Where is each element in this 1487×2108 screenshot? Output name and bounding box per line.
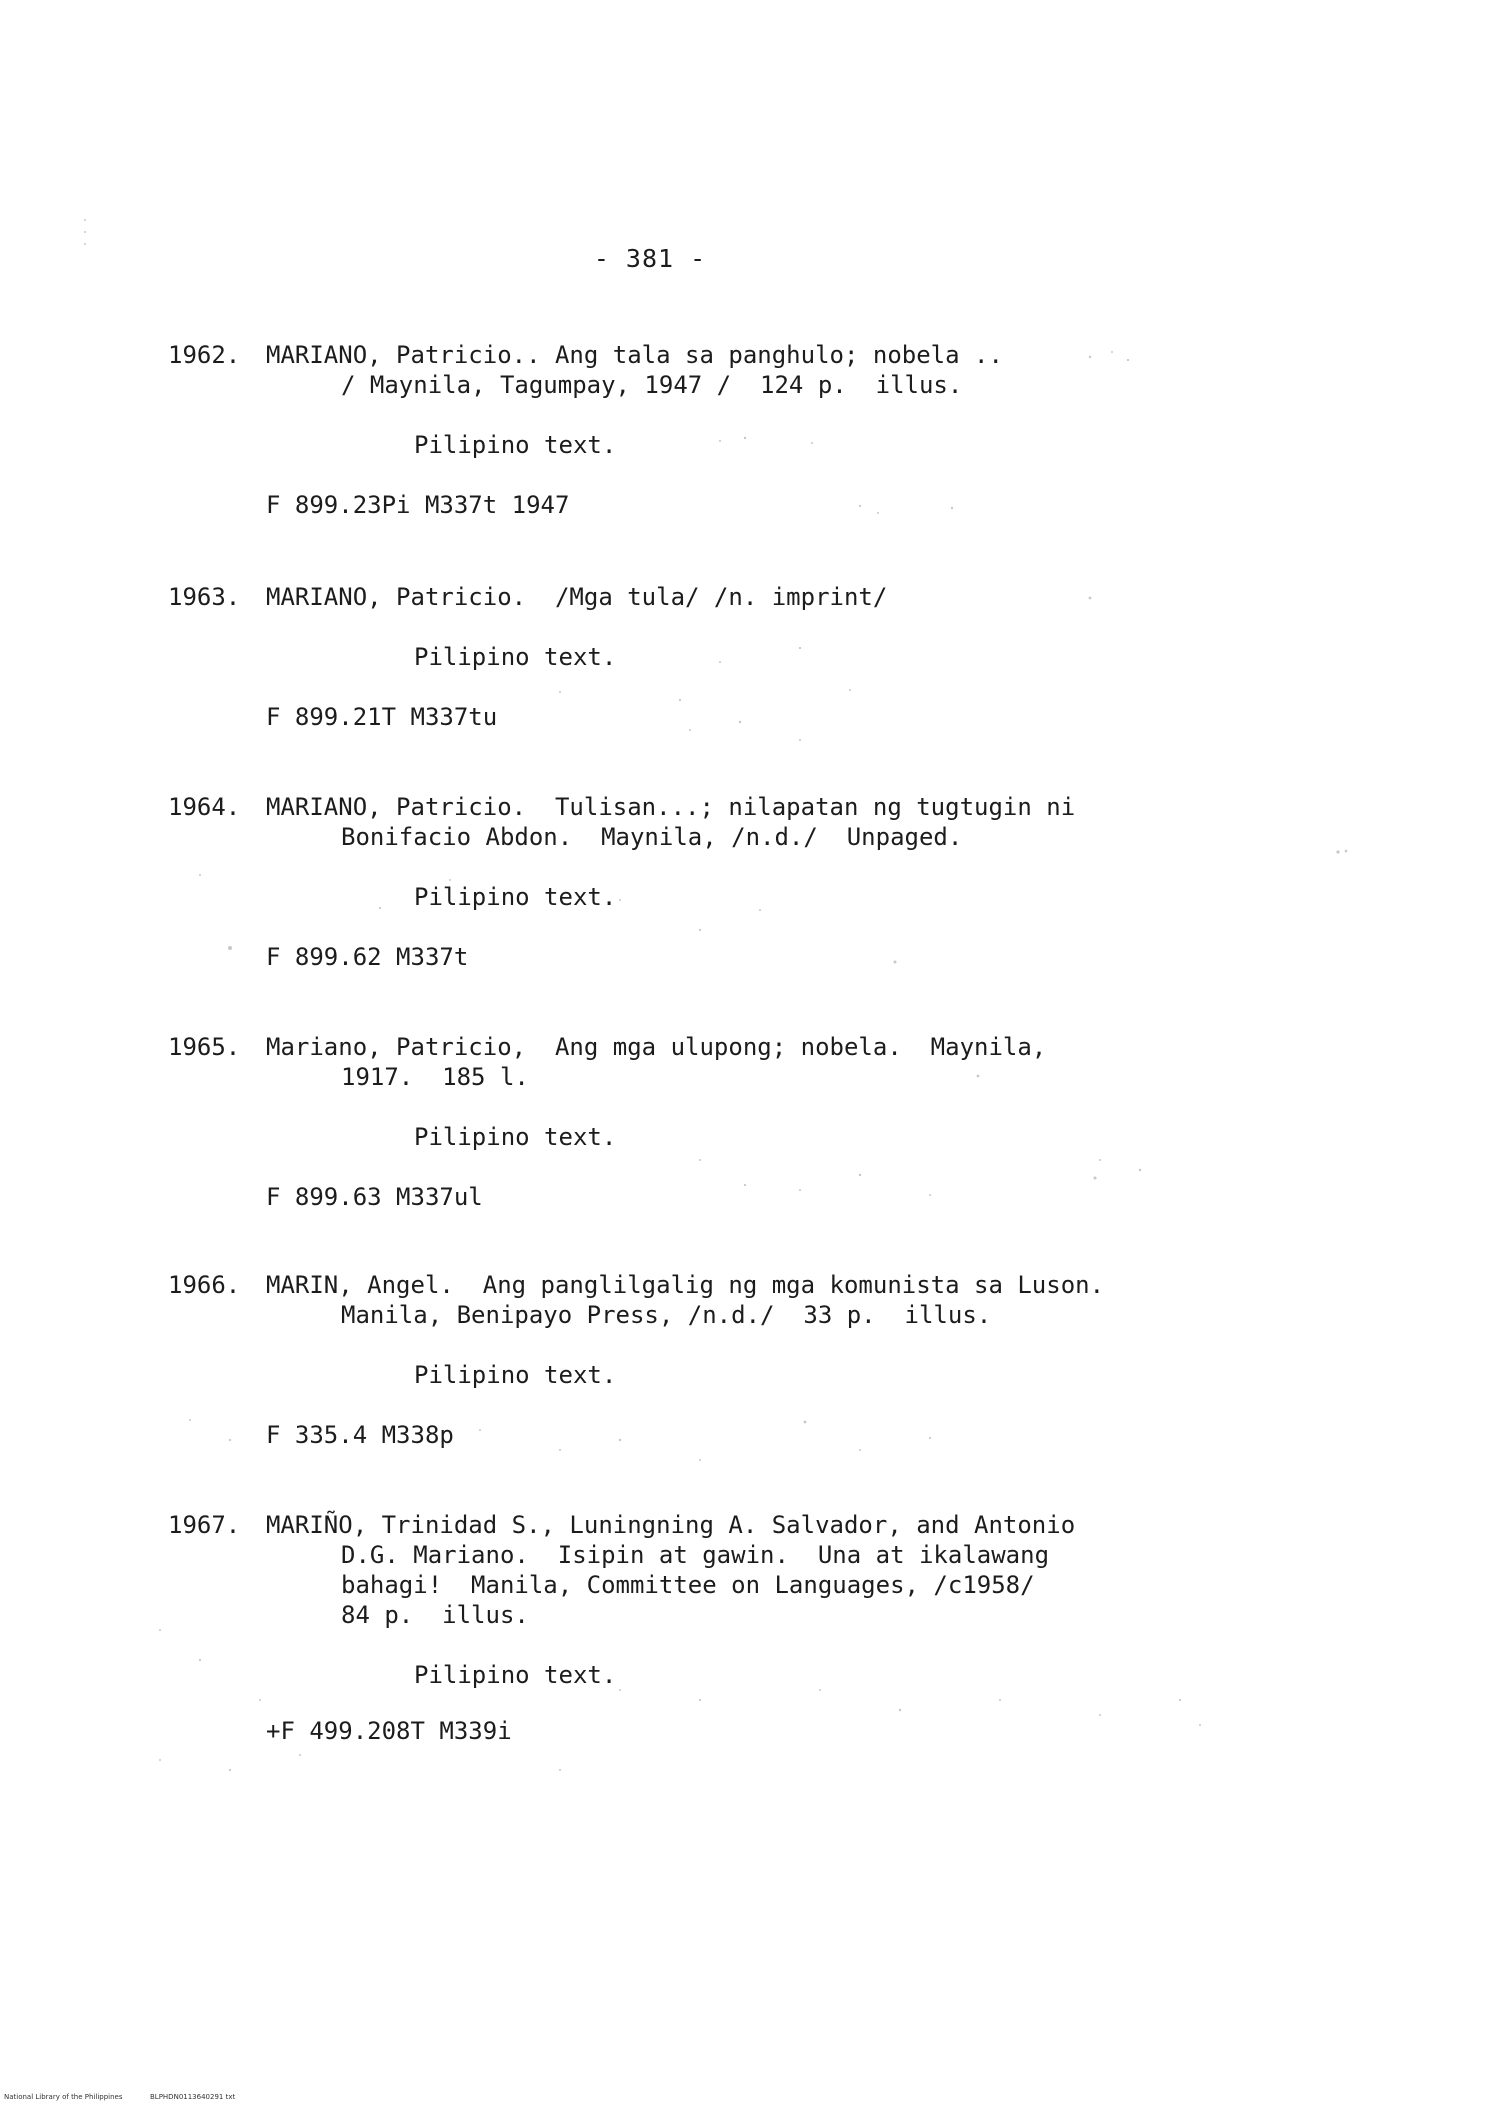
- citation-line: Mariano, Patricio, Ang mga ulupong; nobela. Maynila,: [266, 1033, 1047, 1061]
- entry-number: 1965.: [168, 1033, 241, 1061]
- language-note: Pilipino text.: [414, 1361, 617, 1389]
- entry-citation: [266, 792, 1266, 852]
- language-note: Pilipino text.: [414, 1661, 617, 1689]
- language-note: Pilipino text.: [414, 883, 617, 911]
- citation-line: MARIN, Angel. Ang panglilgalig ng mga komunista sa Luson.: [266, 1271, 1105, 1299]
- footer-credit: National Library of the Philippines: [4, 2093, 123, 2101]
- language-note: Pilipino text.: [414, 431, 617, 459]
- citation-line: 84 p. illus.: [341, 1601, 529, 1629]
- call-number: F 899.62 M337t: [266, 943, 469, 971]
- citation-line: Manila, Benipayo Press, /n.d./ 33 p. illus.: [341, 1301, 992, 1329]
- entry-citation: [266, 582, 1266, 612]
- call-number: +F 499.208T M339i: [266, 1717, 512, 1745]
- entry-citation: [266, 1510, 1266, 1630]
- call-number: F 899.23Pi M337t 1947: [266, 491, 570, 519]
- entry-citation: [266, 340, 1266, 400]
- entry-number: 1967.: [168, 1511, 241, 1539]
- citation-line: bahagi! Manila, Committee on Languages, /c1958/: [341, 1571, 1035, 1599]
- entry-number: 1962.: [168, 341, 241, 369]
- language-note: Pilipino text.: [414, 1123, 617, 1151]
- citation-line: Bonifacio Abdon. Maynila, /n.d./ Unpaged.: [341, 823, 963, 851]
- citation-line: MARIANO, Patricio.. Ang tala sa panghulo; nobela ..: [266, 341, 1003, 369]
- call-number: F 899.63 M337ul: [266, 1183, 483, 1211]
- citation-line: 1917. 185 l.: [341, 1063, 529, 1091]
- entry-citation: [266, 1270, 1266, 1330]
- entry-number: 1966.: [168, 1271, 241, 1299]
- call-number: F 899.21T M337tu: [266, 703, 498, 731]
- citation-line: MARIÑO, Trinidad S., Luningning A. Salvador, and Antonio: [266, 1511, 1076, 1539]
- page-number: - 381 -: [593, 244, 707, 273]
- citation-line: MARIANO, Patricio. /Mga tula/ /n. imprint/: [266, 583, 888, 611]
- call-number: F 335.4 M338p: [266, 1421, 454, 1449]
- entry-citation: [266, 1032, 1266, 1092]
- entry-number: 1963.: [168, 583, 241, 611]
- citation-line: MARIANO, Patricio. Tulisan...; nilapatan ng tugtugin ni: [266, 793, 1076, 821]
- citation-line: D.G. Mariano. Isipin at gawin. Una at ikalawang: [341, 1541, 1050, 1569]
- footer-file-id: BLPHDN0113640291 txt: [150, 2093, 236, 2101]
- citation-line: / Maynila, Tagumpay, 1947 / 124 p. illus.: [341, 371, 963, 399]
- entry-number: 1964.: [168, 793, 241, 821]
- language-note: Pilipino text.: [414, 643, 617, 671]
